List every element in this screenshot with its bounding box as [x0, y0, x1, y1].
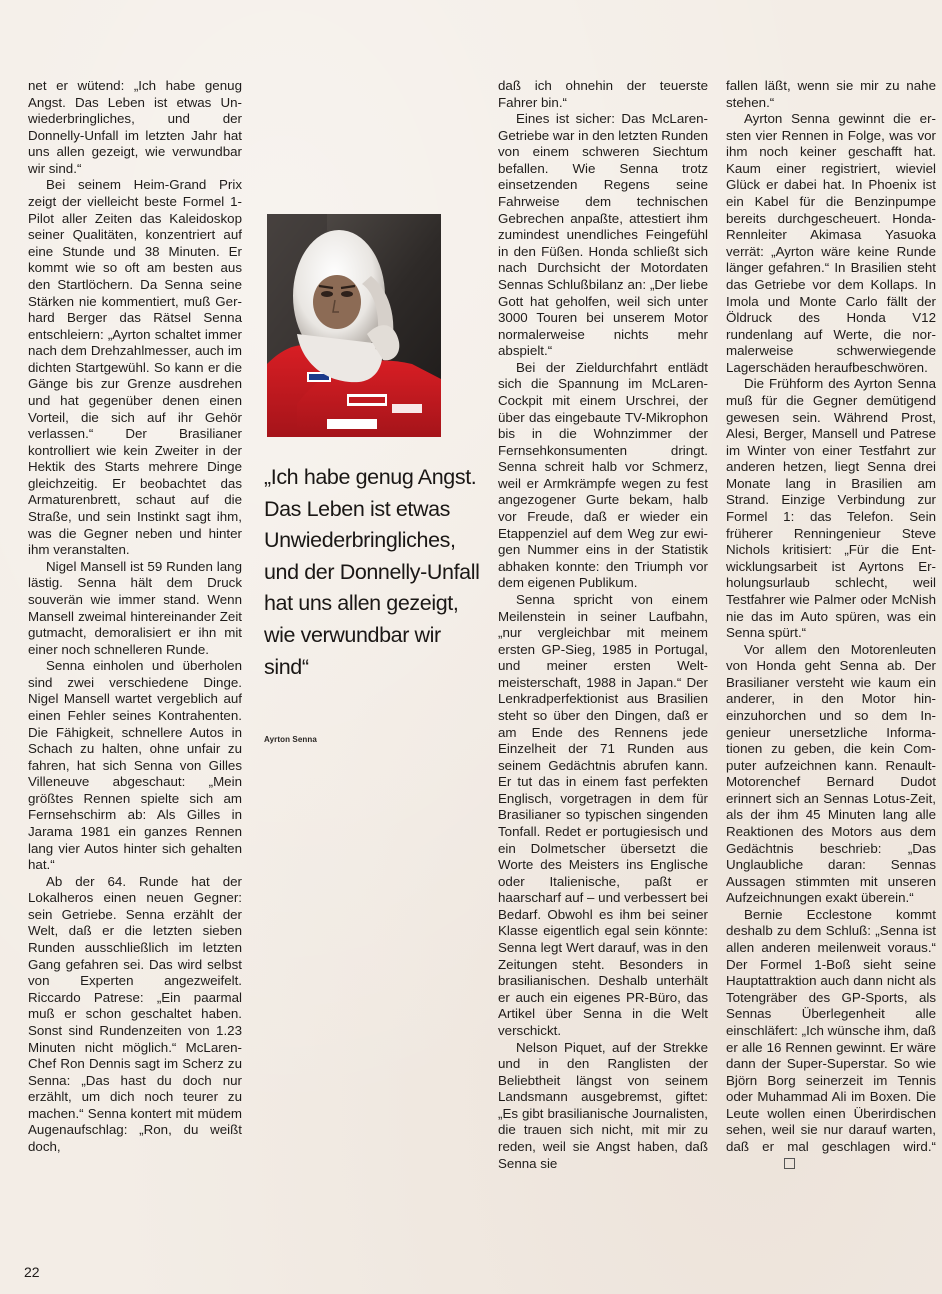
paragraph: Nigel Mansell ist 59 Runden lang lästig. Senna hält dem Druck souverän wie immer stand. Wenn Mansell zweimal hintereinander Zeit gutmacht, demoralisiert er ihn mit einer noch schnelleren Runde.	[28, 558, 242, 657]
paragraph: fallen läßt, wenn sie mir zu nahe stehen.“	[726, 78, 936, 110]
pull-quote: „Ich habe genug Angst. Das Leben ist etwas Unwiederbringliches, und der Donnelly-Unfall hat uns allen gezeigt, wie verwundbar wir sind“	[264, 465, 480, 679]
paragraph: Ayrton Senna gewinnt die ersten vier Rennen in Folge, was vor ihm noch keiner geschafft hat. Kaum einer registriert, wieviel Glück er dabei hat. In Phoenix ist ein Kabel für die Benzinpumpe bereits durchgescheuert. Honda-Rennleiter Akimasa Yasuoka verrät: „Ayrton wäre keine Runde länger gefahren.“ In Brasilien steht das Getriebe vor dem Kollaps. In Imola und Monte Carlo fällt der Öldruck des Honda V12 rundenlang auf Werte, die normalerweise schwerwiegende Lagerschäden heraufbeschwören.	[726, 111, 936, 375]
driver-photo	[267, 214, 441, 437]
paragraph: daß ich ohnehin der teuerste Fahrer bin.“	[498, 78, 708, 110]
page-number: 22	[24, 1264, 40, 1280]
paragraph: Bei der Zieldurchfahrt entlädt sich die Spannung im McLaren-Cockpit mit einem Urschrei, der über das eingebaute TV-Mikrophon bis in die Wohnzimmer der Fernsehkonsumenten dringt. Senna schreit halb vor Schmerz, weil er Armkrämpfe wegen zu fest angezogener Gurte bekam, halb vor Freude, daß er wieder ein Etappenziel auf dem Weg zur ewigen Nummer eins in der Statistik abhaken konnte: den Triumph vor dem eigenen Publikum.	[498, 359, 708, 591]
end-of-article-icon	[784, 1158, 795, 1169]
paragraph: Senna einholen und überholen sind zwei verschiedene Dinge. Nigel Mansell wartet vergeblich auf einen Fehler seines Kontrahenten. Die Fähigkeit, schnellere Autos in Schach zu halten, ohne unfair zu fahren, hat sich Senna von Gilles Villeneuve abgeschaut: „Mein größtes Rennen spielte sich am Fernsehschirm ab: Als Gilles in Jarama 1981 ein ganzes Rennen lang vier Autos hinter sich gehalten hat.“	[28, 658, 242, 873]
article-column-1	[28, 78, 242, 1156]
paragraph: Senna spricht von einem Meilenstein in seiner Laufbahn, „nur vergleichbar mit meinem ersten GP-Sieg, 1985 in Portugal, und meiner ersten Weltmeisterschaft, 1988 in Japan.“ Der Lenkradperfektionist aus Brasilien steht so über den Dingen, daß er am Ende des Rennens jede Einzelheit der 71 Runden aus seinem Gedächtnis abrufen kann. Er tut das in einem fast perfekten Englisch, vorgetragen in dem für Brasilianer so typischen singenden Tonfall. Redet er portugiesisch und ein Dolmetscher übersetzt die Worte des Meisters ins Englische oder Italienische, paßt er haarscharf auf – und verbessert bei Bedarf. Obwohl es ihm bei seiner Klasse eigentlich egal sein könnte: Senna legt Wert darauf, was in den Zeitungen steht. Besonders in brasilianischen. Deshalb unterhält er auch ein eigenes PR-Büro, das Artikel über Senna in die Welt verschickt.	[498, 591, 708, 1038]
paragraph: Vor allem den Motorenleuten von Honda geht Senna ab. Der Brasilianer versteht wie kaum ein anderer, in den Motor hineinzuhorchen und so dem Ingenieur unersetzliche Informationen zu geben, die kein Computer aufzeichnen kann. Renault-Motorenchef Bernard Dudot erinnert sich an Sennas Lotus-Zeit, als der ihm 45 Minuten lang alle Reaktionen des Motors aus dem Gedächtnis beschrieb: „Das Unglaubliche daran: Sennas Aussagen stimmten mit unseren Aufzeichnungen exakt überein.“	[726, 641, 936, 906]
paragraph: Ab der 64. Runde hat der Lokalheros einen neuen Gegner: sein Getriebe. Senna erzählt der Welt, daß er die letzten sieben Runden ausschließlich im letzten Gang gefahren sei. Das wird selbst von Experten angezweifelt. Riccardo Patrese: „Ein paarmal muß er schon geschaltet haben. Sonst sind Rundenzeiten von 1.23 Minuten nicht möglich.“ McLaren-Chef Ron Dennis sagt im Scherz zu Senna: „Das hast du doch nur erzählt, um dich noch teurer zu machen.“ Senna kontert mit müdem Augenaufschlag: „Ron, du weißt doch,	[28, 873, 242, 1154]
paragraph-text: Bernie Ecclestone kommt deshalb zu dem Schluß: „Senna ist allen anderen meilenweit voraus.“ Der Formel 1-Boß sieht seine Hauptattraktion auch dann nicht als Totengräber des GP-Sports, als Sennas Überlegenheit alle einschläfert: „Ich wünsche ihm, daß er alle 16 Rennen gewinnt. Er wäre dann der Super-Superstar. So wie Björn Borg seinerzeit im Tennis oder Muhammad Ali im Boxen. Die Leute wollen einen Überirdischen sehen, weil sie nur darauf warten, daß er mal geschlagen wird.“	[726, 906, 936, 1154]
paragraph: Nelson Piquet, auf der Strekke und in den Ranglisten der Beliebtheit längst von seinem Landsmann ausgebremst, giftet: „Es gibt brasilianische Journalisten, die trauen sich nicht, mit mir zu reden, weil sie Angst haben, daß Senna sie	[498, 1039, 708, 1171]
paragraph	[726, 907, 936, 1172]
paragraph: Eines ist sicher: Das McLaren-Getriebe war in den letzten Runden von einem schweren Siechtum befallen. Wie Senna trotz einsetzenden Regens seine Fahrweise dem technischen Gebrechen anpaßte, attestiert ihm zumindest unendliches Feingefühl in den Füßen. Honda schließt sich nach Durchsicht der Motordaten Sennas Schlußbilanz an: „Der liebe Gott hat geholfen, weil sich unter 3000 Touren bei unserem Motor normalerweise nichts mehr abspielt.“	[498, 111, 708, 359]
article-column-4	[726, 78, 936, 1172]
article-column-3	[498, 78, 708, 1172]
paragraph: net er wütend: „Ich habe genug Angst. Das Leben ist etwas Unwiederbringliches, und der Donnelly-Unfall im letzten Jahr hat uns allen gezeigt, wie verwundbar wir sind.“	[28, 78, 242, 176]
pull-quote-attribution: Ayrton Senna	[264, 735, 317, 744]
paragraph: Die Frühform des Ayrton Senna muß für die Gegner demütigend gewesen sein. Während Prost, Alesi, Berger, Mansell und Patrese im Winter von einer Testfahrt zur anderen hetzen, liegt Senna drei Monate lang in Brasilien am Strand. Einzige Verbindung zur Formel 1: das Telefon. Sein früherer Renningenieur Steve Nichols kritisiert: „Für die Entwicklungsarbeit ist Ayrtons Erholungsurlaub schlecht, weil Testfahrer wie Palmer oder McNish nie das im Auto spüren, was ein Senna spürt.“	[726, 376, 936, 641]
paragraph: Bei seinem Heim-Grand Prix zeigt der vielleicht beste Formel 1-Pilot aller Zeiten das Kaleidoskop seiner Qualitäten, konzentriert auf eine Stunde und 38 Minuten. Er kommt wie so oft am besten aus den Startlöchern. Da Senna seine Stärken nie kommentiert, muß Gerhard Berger das Rätsel Senna entschleiern: „Ayrton schaltet immer nach dem Drehzahlmesser, auch im dichten Startgewühl. So kann er die Gänge bis zur Grenze ausdrehen und hat gegenüber denen einen Vorteil, die sich auf ihr Gehör verlassen.“ Der Brasilianer kontrolliert wie kein Zweiter in der Hektik des Starts mehrere Dinge gleichzeitig. Er beobachtet das Armaturenbrett, schaut auf die Straße, und sein Instinkt sagt ihm, was die Gegner neben und hinter ihm veranstalten.	[28, 177, 242, 558]
